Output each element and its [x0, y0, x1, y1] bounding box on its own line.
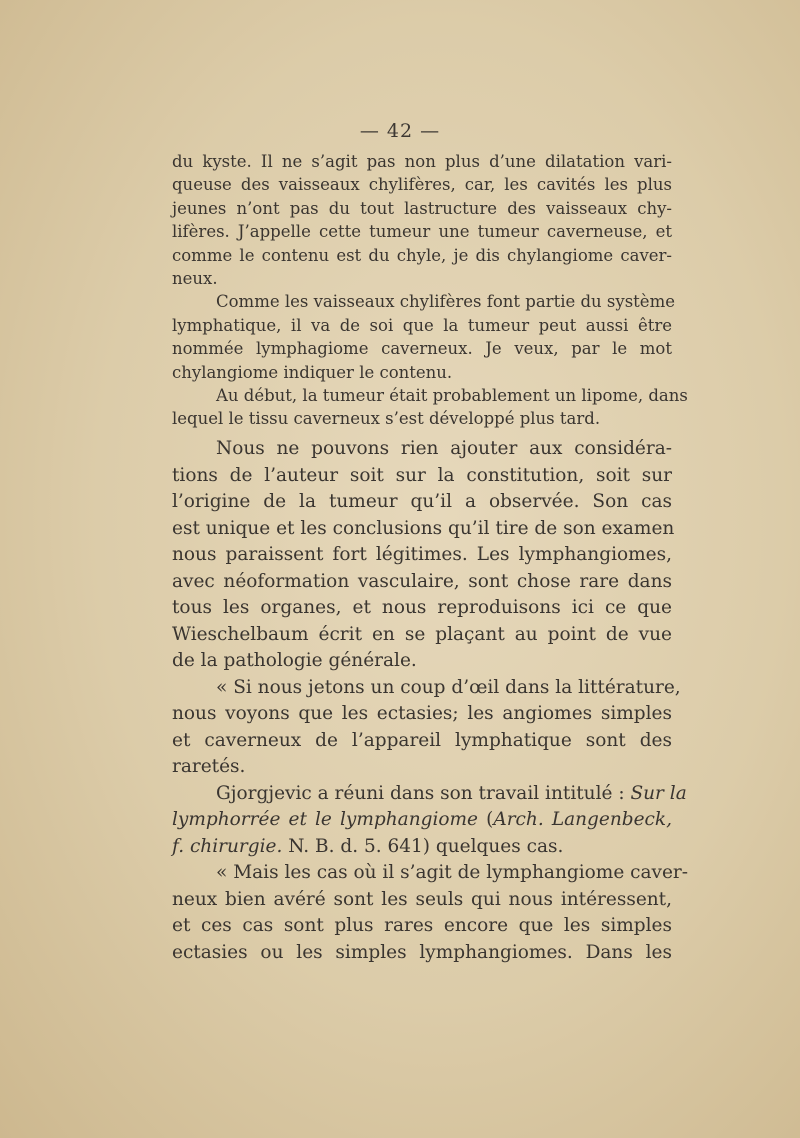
text-line: est unique et les conclusions qu’il tire de son examen: [172, 517, 675, 539]
text-line: nous paraissent fort légitimes. Les lymphangiomes,: [172, 544, 672, 565]
text-line: neux bien avéré sont les seuls qui nous intéressent,: [172, 888, 672, 910]
chylangioma-quotation: [172, 150, 688, 431]
text-line: et caverneux de l’appareil lymphatique sont des: [172, 729, 672, 751]
text-line: comme le contenu est du chyle, je dis chylangiome caver-: [172, 245, 672, 265]
reference-journal: Arch. Langenbeck,: [493, 809, 672, 830]
text-line: lifères. J’appelle cette tumeur une tumeur caverneuse, et: [172, 222, 672, 242]
text-line: ectasies ou les simples lymphangiomes. Dans les: [172, 941, 672, 963]
text-line: avec néoformation vasculaire, sont chose rare dans: [172, 570, 672, 592]
text-line: tions de l’auteur soit sur la constitution, soit sur: [172, 464, 672, 486]
text-line: Au début, la tumeur était probablement un lipome, dans: [216, 385, 688, 405]
reference-journal-end: f. chirurgie.: [172, 835, 283, 857]
text-line: jeunes n’ont pas du tout lastructure des vaisseaux chy-: [172, 198, 672, 218]
text-line: « Mais les cas où il s’agit de lymphangiome caver-: [216, 862, 689, 883]
text-line: « Si nous jetons un coup d’œil dans la littérature,: [216, 676, 681, 698]
text-line: de la pathologie générale.: [172, 650, 417, 671]
text-line: du kyste. Il ne s’agit pas non plus d’une dilatation vari-: [172, 152, 672, 171]
text-line: raretés.: [172, 756, 246, 777]
text-line: Comme les vaisseaux chylifères font partie du système: [216, 292, 675, 312]
reference-line: [172, 834, 672, 861]
reference-line: [172, 807, 672, 834]
text-line: lymphatique, il va de soi que la tumeur peut aussi être: [172, 315, 672, 335]
text-line: lequel le tissu caverneux s’est développé plus tard.: [172, 409, 601, 429]
text-line: nommée lymphagiome caverneux. Je veux, par le mot: [172, 339, 672, 359]
reference-title-start: Sur la: [630, 782, 687, 804]
text-line: neux.: [172, 268, 218, 288]
text-line: et ces cas sont plus rares encore que les simples: [172, 915, 672, 936]
text-line: queuse des vaisseaux chylifères, car, les cavités les plus: [172, 175, 672, 195]
page-number: — 42 —: [359, 120, 441, 142]
text-line: nous voyons que les ectasies; les angiomes simples: [172, 703, 672, 724]
text-line: Wieschelbaum écrit en se plaçant au point de vue: [172, 623, 672, 645]
reference-citation: N. B. d. 5. 641) quelques cas.: [288, 835, 564, 857]
text-line: tous les organes, et nous reproduisons ici ce que: [172, 597, 672, 618]
text-line: l’origine de la tumeur qu’il a observée. Son cas: [172, 491, 672, 512]
reference-paren: (: [486, 809, 494, 830]
reference-title-end: lymphorrée et le lymphangiome: [172, 809, 478, 830]
author-commentary: [172, 436, 689, 966]
reference-line: [172, 781, 687, 808]
reference-intro: Gjorgjevic a réuni dans son travail intitulé :: [216, 782, 625, 804]
text-line: chylangiome indiquer le contenu.: [172, 362, 453, 382]
text-line: Nous ne pouvons rien ajouter aux considéra-: [216, 438, 672, 459]
